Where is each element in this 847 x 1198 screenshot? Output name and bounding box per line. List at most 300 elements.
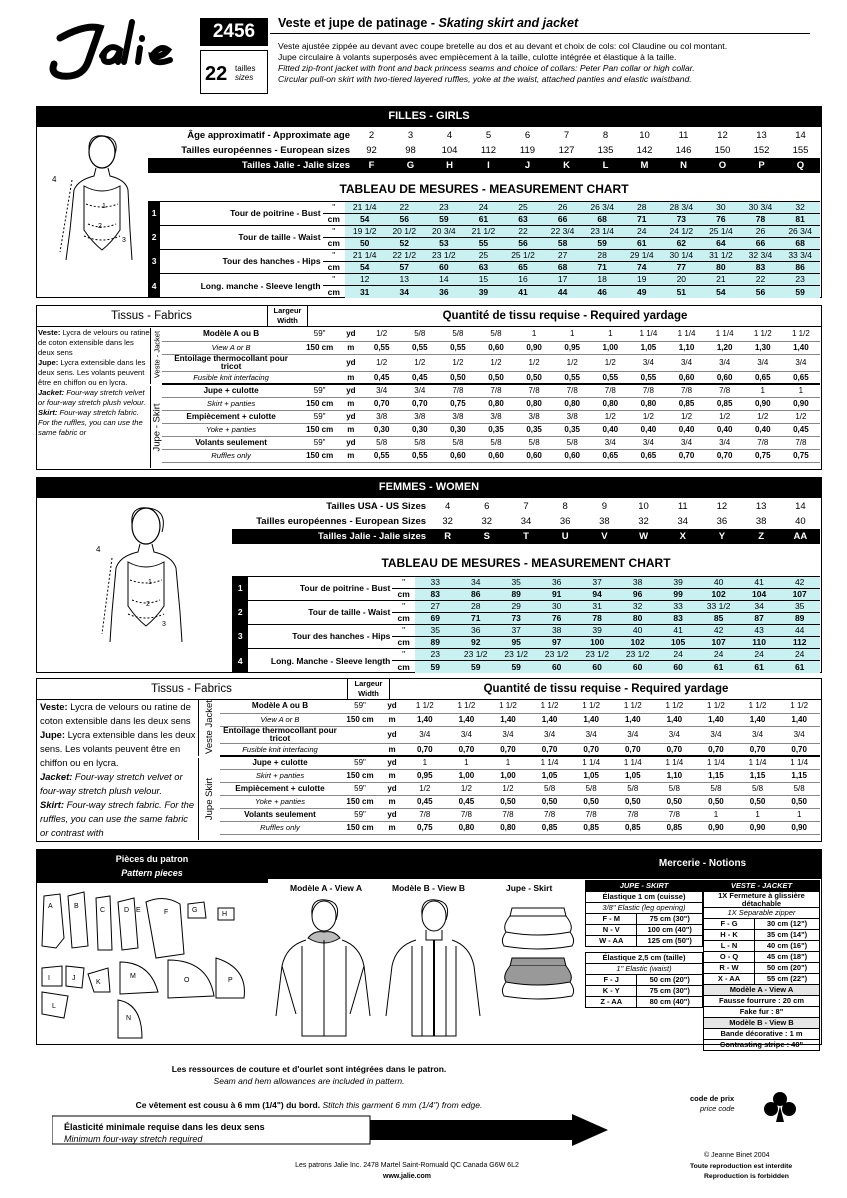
girls-fabrics-title: Tissus - Fabrics	[36, 305, 268, 327]
fabric-width: 150 cm	[300, 449, 339, 462]
skirt-illustration	[498, 896, 578, 1006]
view-a-illustration	[268, 896, 378, 1044]
measurement-inch: 38	[617, 577, 657, 589]
girls-age: 4	[446, 129, 453, 141]
yardage-m: 0,60	[515, 449, 553, 462]
svg-text:O: O	[184, 977, 190, 984]
girls-euro-size: 98	[405, 144, 416, 156]
yardage-row-m	[162, 371, 820, 384]
yardage-row	[162, 384, 820, 397]
yardage-m: 0,90	[778, 821, 820, 834]
measurement-inch: 22	[384, 202, 424, 214]
yardage-m: 0,90	[782, 397, 820, 410]
yardage-m: 1,30	[744, 341, 782, 354]
fabric-width: 150 cm	[340, 795, 380, 808]
unit-yd: yd	[339, 328, 363, 341]
yardage-yd: 3/4	[667, 354, 705, 371]
notions-length: 45 cm (18")	[755, 952, 820, 963]
rights-en: Reproduction is forbidden	[704, 1173, 789, 1180]
girls-euro-size: 112	[480, 144, 497, 156]
measurement-inch: 30	[701, 202, 741, 214]
measurement-row	[232, 649, 820, 661]
svg-text:B: B	[74, 903, 79, 910]
girls-euro-row	[148, 143, 820, 158]
yardage-yd: 3/4	[778, 726, 820, 743]
yardage-yd: 1	[404, 756, 446, 769]
women-yardage-title: Quantité de tissu requise - Required yardage	[390, 678, 822, 700]
measurement-cm: 66	[741, 238, 781, 250]
unit-yd: yd	[380, 756, 404, 769]
girls-jalie-size: F	[368, 159, 375, 171]
unit-m: m	[380, 769, 404, 782]
pattern-title: Veste et jupe de patinage - Skating skirt and jacket	[278, 16, 579, 30]
measurement-cm: 78	[741, 214, 781, 226]
fabric-width	[300, 371, 339, 384]
svg-text:4: 4	[52, 175, 57, 184]
yardage-m: 0,50	[439, 371, 477, 384]
women-jalie-size: S	[483, 530, 490, 542]
yardage-yd: 1 1/4	[667, 328, 705, 341]
yardage-m: 0,50	[487, 795, 529, 808]
unit-m: m	[380, 795, 404, 808]
measurement-inch: 23 1/2	[577, 649, 617, 661]
yardage-row	[220, 756, 820, 769]
notions-item: Fausse fourrure : 20 cm	[704, 996, 820, 1007]
svg-text:N: N	[126, 1015, 132, 1022]
yardage-m: 0,80	[553, 397, 591, 410]
yardage-m: 0,40	[744, 423, 782, 436]
measurement-cm: 71	[622, 214, 662, 226]
notions-skirt-table	[585, 880, 703, 1008]
yardage-m: 1,40	[570, 713, 612, 726]
unit-yd: yd	[339, 384, 363, 397]
yardage-yd: 3/4	[401, 384, 439, 397]
svg-text:A: A	[48, 903, 53, 910]
women-euro-size: 32	[481, 515, 493, 527]
svg-text:F: F	[164, 909, 169, 916]
yardage-row	[162, 354, 820, 371]
yardage-m: 0,65	[591, 449, 629, 462]
girls-jalie-size: G	[406, 159, 415, 171]
yardage-m: 1,15	[778, 769, 820, 782]
girls-euro-size: 146	[675, 144, 692, 156]
price-code-en: price code	[700, 1104, 735, 1113]
yardage-m: 0,80	[487, 821, 529, 834]
fabric-item-en: Ruffles only	[162, 449, 300, 462]
yardage-yd: 1 1/4	[737, 756, 779, 769]
unit-m: m	[339, 341, 363, 354]
yardage-m: 0,80	[591, 397, 629, 410]
measurement-inch: 21 1/4	[345, 250, 385, 262]
yardage-yd: 1/2	[439, 354, 477, 371]
measurement-inch: 33 3/4	[780, 250, 820, 262]
measurement-inch: 15	[464, 274, 504, 286]
yardage-m: 0,30	[363, 423, 401, 436]
fabric-item-fr: Empiècement + culotte	[220, 782, 340, 795]
yardage-row	[162, 410, 820, 423]
stretch-requirement-fr: Élasticité minimale requise dans les deux sens	[64, 1122, 265, 1132]
measurement-cm: 89	[415, 637, 455, 649]
measurement-inch: 35	[415, 625, 455, 637]
yardage-yd: 1 1/2	[744, 328, 782, 341]
measurement-inch: 23	[415, 649, 455, 661]
view-b-illustration	[378, 896, 488, 1044]
measurement-inch: 31 1/2	[701, 250, 741, 262]
svg-text:J: J	[72, 975, 76, 982]
girls-jalie-size: H	[446, 159, 453, 171]
fabric-item-fr: Modèle A ou B	[162, 328, 300, 341]
yardage-yd: 3/4	[629, 354, 667, 371]
yardage-m: 0,75	[404, 821, 446, 834]
yardage-yd: 1 1/2	[446, 700, 488, 713]
fabric-width: 150 cm	[300, 423, 339, 436]
yardage-m: 0,50	[612, 795, 654, 808]
yardage-m: 1,00	[487, 769, 529, 782]
women-veste-label-box	[198, 700, 220, 756]
yardage-m: 1,00	[591, 341, 629, 354]
measurement-inch: 26 3/4	[582, 202, 622, 214]
price-code-fr: code de prix	[690, 1094, 735, 1103]
yardage-yd: 3/4	[487, 726, 529, 743]
yardage-yd: 5/8	[477, 328, 515, 341]
measurement-row	[232, 601, 820, 613]
yardage-yd: 7/8	[744, 436, 782, 449]
yardage-m: 0,70	[529, 743, 571, 756]
yardage-m: 0,60	[439, 449, 477, 462]
yardage-yd: 3/4	[591, 436, 629, 449]
women-usa-size: 12	[716, 500, 728, 512]
unit-yd: yd	[380, 782, 404, 795]
notions-size-range: L - N	[704, 941, 755, 952]
measurement-cm: 71	[582, 262, 622, 274]
unit-m: m	[339, 449, 363, 462]
measurement-inch: 44	[779, 625, 820, 637]
svg-text:C: C	[100, 907, 106, 914]
unit-inch: "	[392, 649, 415, 661]
yardage-row-m	[162, 341, 820, 354]
women-jalie-size: W	[639, 530, 649, 542]
measurement-inch: 26 3/4	[780, 226, 820, 238]
measurement-cm: 85	[698, 613, 738, 625]
measurement-label: Tour de taille - Waist	[160, 226, 322, 250]
measurement-cm: 59	[496, 661, 536, 673]
fabric-width: 150 cm	[340, 713, 380, 726]
seam-allowance-fr: Les ressources de couture et d'ourlet sont intégrées dans le patron.	[171, 1064, 447, 1074]
yardage-yd: 1	[591, 328, 629, 341]
yardage-m: 1,00	[446, 769, 488, 782]
girls-age: 8	[602, 129, 609, 141]
notions-size-range: Z - AA	[586, 997, 637, 1008]
stretch-requirement-en: Minimum four-way stretch required	[64, 1134, 203, 1144]
measurement-inch: 19	[622, 274, 662, 286]
women-euro-size: 36	[716, 515, 728, 527]
unit-inch: "	[323, 202, 345, 214]
yardage-m: 0,70	[401, 397, 439, 410]
measurement-inch: 31	[577, 601, 617, 613]
unit-inch: "	[323, 226, 345, 238]
measurement-cm: 56	[741, 286, 781, 298]
measurement-inch: 26	[543, 202, 583, 214]
yardage-yd: 1	[778, 808, 820, 821]
measurement-number: 1	[232, 577, 248, 601]
measurement-cm: 107	[698, 637, 738, 649]
unit-cm: cm	[323, 286, 345, 298]
yardage-yd: 7/8	[404, 808, 446, 821]
yardage-m: 0,45	[401, 371, 439, 384]
women-usa-size: 11	[677, 500, 688, 512]
fabric-item-en: Skirt + panties	[220, 769, 340, 782]
unit-yd: yd	[380, 700, 404, 713]
yardage-row	[220, 700, 820, 713]
pattern-description: Veste ajustée zippée au devant avec coupe bretelle au dos et au devant et choix de cols: col Claudine ou col montant. Jupe circulaire à volants superposés avec empiècement à la taille, culotte intégrée et élastique à la taille. Fitted zip-front jacket with front and back princess seams and choice of collars: Peter Pan collar or high collar. Circular pull-on skirt with two-tiered layered ruffles, yoke at the waist, attached panties and elastic waistband.	[278, 41, 728, 84]
unit-inch: "	[323, 274, 345, 286]
yardage-yd: 1 1/2	[570, 700, 612, 713]
measurement-inch: 24	[622, 226, 662, 238]
yardage-m: 0,65	[782, 371, 820, 384]
yardage-yd: 1/2	[363, 328, 401, 341]
girls-jalie-size: Q	[796, 159, 805, 171]
yardage-yd: 5/8	[439, 328, 477, 341]
women-chart-title: TABLEAU DE MESURES - MEASUREMENT CHART	[381, 556, 671, 570]
girls-euro-size: 150	[714, 144, 731, 156]
measurement-inch: 23 1/2	[496, 649, 536, 661]
girls-age: 14	[795, 129, 806, 141]
fabric-item-en: Yoke + panties	[162, 423, 300, 436]
company-address: Les patrons Jalie Inc. 2478 Martel Saint-Romuald QC Canada G6W 6L2	[295, 1162, 519, 1169]
notions-length: 75 cm (30")	[637, 914, 703, 925]
measurement-cm: 36	[424, 286, 464, 298]
women-jalie-row	[232, 529, 820, 544]
girls-yardage-table	[162, 328, 820, 463]
girls-fabric-notes: Veste: Lycra de velours ou ratine de coton extensible dans les deux sens Jupe: Lycra extensible dans les deux sens. Les volants peuvent être en chiffon ou en lycra. Jacket: Four-way stretch velvet or four-way stretch plush velour. Skirt: Four-way stretch fabric. For the ruffles, you can use the same fabric or	[38, 328, 150, 437]
women-jupe-label: Jupe Skirt	[204, 777, 215, 821]
yardage-yd: 1	[695, 808, 737, 821]
yardage-yd: 3/4	[612, 726, 654, 743]
measurement-cm: 89	[779, 613, 820, 625]
measurement-number: 2	[232, 601, 248, 625]
unit-yd: yd	[339, 354, 363, 371]
measurement-inch: 33 1/2	[698, 601, 738, 613]
yardage-m: 1,15	[695, 769, 737, 782]
yardage-yd: 1	[515, 328, 553, 341]
girls-jalie-row	[148, 158, 820, 173]
yardage-row-m	[162, 397, 820, 410]
women-usa-row	[232, 499, 820, 514]
measurement-inch: 18	[582, 274, 622, 286]
yardage-yd: 5/8	[401, 436, 439, 449]
yardage-yd: 1	[737, 808, 779, 821]
women-euro-size: 32	[442, 515, 453, 527]
notions-size-range: X - AA	[704, 974, 755, 985]
yardage-yd: 5/8	[363, 436, 401, 449]
measurement-cm: 112	[779, 637, 820, 649]
measurement-inch: 25 1/4	[701, 226, 741, 238]
yardage-yd: 7/8	[612, 808, 654, 821]
notions-item: Élastique 2,5 cm (taille)	[586, 953, 703, 964]
stretch-arrow	[52, 1114, 612, 1150]
yardage-m: 0,70	[612, 743, 654, 756]
measurement-inch: 23 1/2	[424, 250, 464, 262]
girls-euro-size: 152	[753, 144, 770, 156]
measurement-cm: 52	[384, 238, 424, 250]
measurement-label: Tour de taille - Waist	[248, 601, 392, 625]
svg-text:2: 2	[98, 223, 102, 230]
women-sizes-table	[232, 499, 820, 544]
measurement-cm: 83	[741, 262, 781, 274]
yardage-yd: 3/4	[706, 436, 744, 449]
women-usa-label: Tailles USA - US Sizes	[326, 500, 427, 512]
measurement-cm: 41	[503, 286, 543, 298]
yardage-yd: 5/8	[737, 782, 779, 795]
yardage-row	[162, 436, 820, 449]
measurement-inch: 24	[698, 649, 738, 661]
measurement-cm: 54	[345, 214, 385, 226]
yardage-yd: 1/2	[629, 410, 667, 423]
yardage-row	[220, 808, 820, 821]
yardage-yd: 5/8	[529, 782, 571, 795]
measurement-inch: 25	[464, 250, 504, 262]
size-count: 22	[205, 63, 228, 85]
yardage-yd: 1/2	[591, 354, 629, 371]
measurement-cm: 56	[503, 238, 543, 250]
yardage-yd: 1/2	[706, 410, 744, 423]
measurement-inch: 20	[662, 274, 702, 286]
yardage-yd: 1 1/4	[529, 756, 571, 769]
measurement-cm: 76	[536, 613, 576, 625]
yardage-m: 0,40	[591, 423, 629, 436]
measurement-cm: 97	[536, 637, 576, 649]
measurement-inch: 23 1/2	[455, 649, 495, 661]
measurement-cm: 74	[622, 262, 662, 274]
yardage-yd: 3/4	[629, 436, 667, 449]
girls-age: 10	[639, 129, 650, 141]
measurement-cm: 53	[424, 238, 464, 250]
yardage-yd: 1/2	[553, 354, 591, 371]
girls-age: 12	[717, 129, 728, 141]
measurement-cm: 102	[698, 589, 738, 601]
yardage-yd: 3/8	[477, 410, 515, 423]
girls-section-title: FILLES - GIRLS	[36, 106, 822, 126]
measurement-cm: 59	[415, 661, 455, 673]
measurement-inch: 24	[464, 202, 504, 214]
unit-cm: cm	[392, 589, 415, 601]
measurement-inch: 35	[496, 577, 536, 589]
measurement-cm: 54	[345, 262, 385, 274]
girls-euro-label: Tailles européennes - European sizes	[181, 144, 350, 156]
girls-age: 6	[524, 129, 531, 141]
women-jalie-size: AA	[793, 530, 808, 542]
women-jupe-label-box	[198, 758, 220, 840]
measurement-inch: 21	[701, 274, 741, 286]
yardage-row	[220, 782, 820, 795]
fabric-width: 59"	[300, 436, 339, 449]
measurement-number: 3	[232, 625, 248, 649]
girls-jalie-size: L	[602, 159, 609, 171]
measurement-inch: 36	[455, 625, 495, 637]
yardage-yd: 1 1/4	[695, 756, 737, 769]
women-euro-size: 38	[755, 515, 767, 527]
yardage-yd: 1 1/2	[778, 700, 820, 713]
yardage-m: 0,85	[667, 397, 705, 410]
yardage-yd: 5/8	[778, 782, 820, 795]
unit-cm: cm	[323, 214, 345, 226]
measurement-cm: 61	[622, 238, 662, 250]
unit-cm: cm	[392, 613, 415, 625]
measurement-inch: 36	[536, 577, 576, 589]
yardage-m: 0,70	[654, 743, 696, 756]
yardage-m: 0,85	[612, 821, 654, 834]
women-jalie-size: U	[561, 530, 569, 542]
women-usa-size: 4	[444, 500, 451, 512]
women-usa-size: 10	[638, 500, 649, 512]
yardage-yd: 1 1/4	[629, 328, 667, 341]
measurement-inch: 32 3/4	[741, 250, 781, 262]
rights-fr: Toute reproduction est interdite	[690, 1163, 793, 1170]
yardage-yd: 3/4	[529, 726, 571, 743]
girls-veste-label-box	[150, 328, 162, 384]
yardage-yd: 3/8	[515, 410, 553, 423]
measurement-cm: 50	[345, 238, 385, 250]
yardage-m: 0,80	[477, 397, 515, 410]
svg-text:D: D	[124, 907, 130, 914]
measurement-row	[232, 625, 820, 637]
fabric-width: 150 cm	[300, 397, 339, 410]
notions-header: JUPE - SKIRT	[586, 881, 703, 892]
women-jalie-size: T	[523, 530, 529, 542]
yardage-m: 0,50	[778, 795, 820, 808]
yardage-yd: 7/8	[439, 384, 477, 397]
yardage-m: 0,80	[446, 821, 488, 834]
girls-veste-label: Veste - Jacket	[152, 330, 162, 379]
notions-length: 55 cm (22")	[755, 974, 820, 985]
yardage-yd: 1/2	[363, 354, 401, 371]
measurement-inch: 37	[496, 625, 536, 637]
yardage-m: 1,40	[612, 713, 654, 726]
yardage-yd: 3/4	[446, 726, 488, 743]
fabric-item-en: Yoke + panties	[220, 795, 340, 808]
measurement-number: 1	[148, 202, 160, 226]
measurement-cm: 87	[739, 613, 779, 625]
women-jalie-size: Z	[758, 530, 765, 542]
yardage-yd: 1 1/2	[404, 700, 446, 713]
women-usa-size: 8	[562, 500, 568, 512]
notions-item: 1X Fermeture à glissière détachable	[704, 892, 820, 908]
fabric-width: 59"	[340, 700, 380, 713]
notions-length: 30 cm (12")	[755, 919, 820, 930]
women-width-header: Largeur Width	[348, 678, 390, 700]
measurement-inch: 27	[415, 601, 455, 613]
yardage-yd: 5/8	[570, 782, 612, 795]
yardage-m: 0,45	[363, 371, 401, 384]
measurement-inch: 14	[424, 274, 464, 286]
yardage-m: 0,85	[654, 821, 696, 834]
measurement-inch: 24 1/2	[662, 226, 702, 238]
measurement-inch: 19 1/2	[345, 226, 385, 238]
yardage-yd: 3/4	[570, 726, 612, 743]
unit-m: m	[380, 743, 404, 756]
measurement-label: Tour de poitrine - Bust	[160, 202, 322, 226]
girls-jalie-size: N	[680, 159, 687, 171]
website-link[interactable]: www.jalie.com	[383, 1173, 431, 1180]
measurement-inch: 30 3/4	[741, 202, 781, 214]
yardage-m: 0,85	[529, 821, 571, 834]
yardage-m: 0,40	[706, 423, 744, 436]
measurement-row	[148, 202, 820, 214]
measurement-cm: 68	[780, 238, 820, 250]
unit-cm: cm	[323, 262, 345, 274]
measurement-cm: 96	[617, 589, 657, 601]
yardage-m: 0,50	[570, 795, 612, 808]
